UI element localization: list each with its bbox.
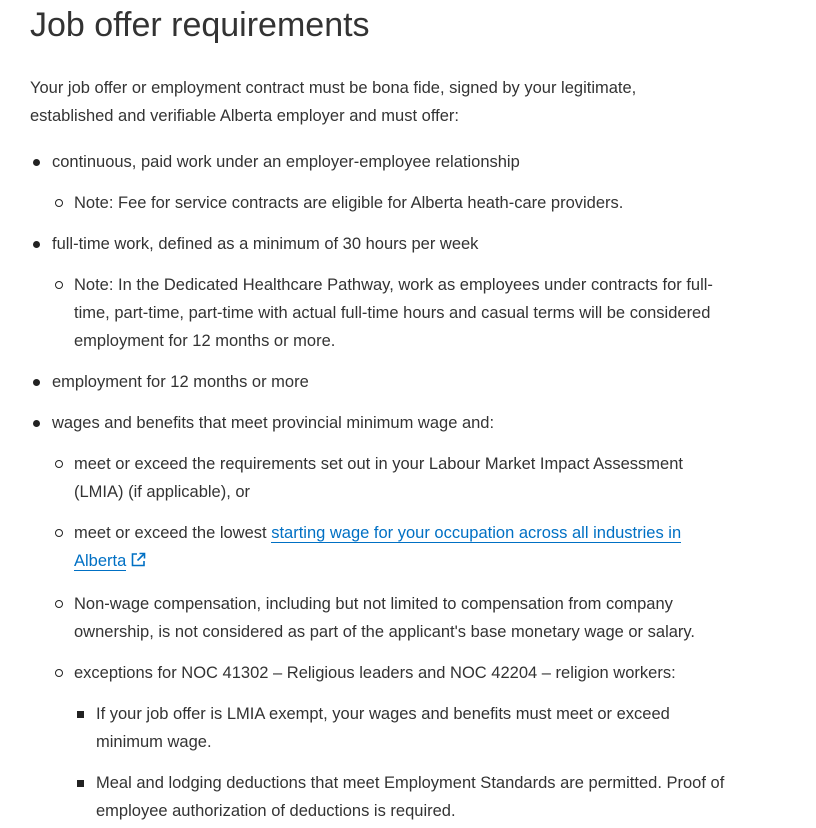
requirements-list	[30, 148, 816, 825]
starting-wage-link-text[interactable]: starting wage for your occupation across all industries in Alberta	[74, 524, 682, 570]
disc-bullet	[33, 420, 40, 427]
sublist-item-healthcare-note	[52, 271, 734, 355]
sublist-item-text: Note: In the Dedicated Healthcare Pathway, work as employees under contracts for full-time, part-time, part-time with actual full-time hours and casual terms will be considered employment for 12 months or more.	[74, 276, 713, 350]
sublist-item-fee-note	[52, 189, 734, 217]
sublist-item-exceptions	[52, 659, 734, 825]
sublist	[52, 450, 816, 825]
list-item-text: employment for 12 months or more	[52, 373, 309, 391]
nested-item-lmia-exempt	[74, 700, 726, 756]
intro-paragraph: Your job offer or employment contract must be bona fide, signed by your legitimate, established and verifiable Alberta employer and must offer:	[30, 79, 637, 125]
circle-bullet	[55, 600, 63, 608]
circle-bullet	[55, 199, 63, 207]
sublist	[52, 271, 816, 355]
sublist-item-prefix: meet or exceed the lowest	[74, 524, 272, 542]
nested-item-meal-lodging	[74, 769, 726, 825]
disc-bullet	[33, 159, 40, 166]
disc-bullet	[33, 379, 40, 386]
list-item-employment-duration	[30, 368, 816, 396]
sublist-item-text: Note: Fee for service contracts are eligible for Alberta heath-care providers.	[74, 194, 624, 212]
circle-bullet	[55, 529, 63, 537]
square-bullet	[77, 711, 84, 718]
nested-sublist	[74, 700, 734, 825]
circle-bullet	[55, 669, 63, 677]
sublist	[52, 189, 816, 217]
sublist-item-lmia	[52, 450, 734, 506]
sublist-item-text: exceptions for NOC 41302 – Religious leaders and NOC 42204 – religion workers:	[74, 664, 676, 682]
list-item-full-time	[30, 230, 816, 355]
nested-item-text: Meal and lodging deductions that meet Employment Standards are permitted. Proof of employee authorization of deductions is required.	[96, 774, 725, 820]
disc-bullet	[33, 241, 40, 248]
list-item-continuous-work	[30, 148, 816, 217]
list-item-wages	[30, 409, 816, 825]
list-item-text: wages and benefits that meet provincial minimum wage and:	[52, 414, 495, 432]
circle-bullet	[55, 281, 63, 289]
list-item-text: full-time work, defined as a minimum of 30 hours per week	[52, 235, 479, 253]
list-item-text: continuous, paid work under an employer-employee relationship	[52, 153, 520, 171]
sublist-item-non-wage	[52, 590, 734, 646]
square-bullet	[77, 780, 84, 787]
external-link-icon[interactable]	[130, 549, 147, 577]
nested-item-text: If your job offer is LMIA exempt, your wages and benefits must meet or exceed minimum wage.	[96, 705, 670, 751]
sublist-item-starting-wage	[52, 519, 734, 577]
sublist-item-text: meet or exceed the requirements set out in your Labour Market Impact Assessment (LMIA) (if applicable), or	[74, 455, 683, 501]
sublist-item-text: Non-wage compensation, including but not limited to compensation from company ownership, is not considered as part of the applicant's base monetary wage or salary.	[74, 595, 696, 641]
page-title: Job offer requirements	[30, 6, 370, 44]
circle-bullet	[55, 460, 63, 468]
